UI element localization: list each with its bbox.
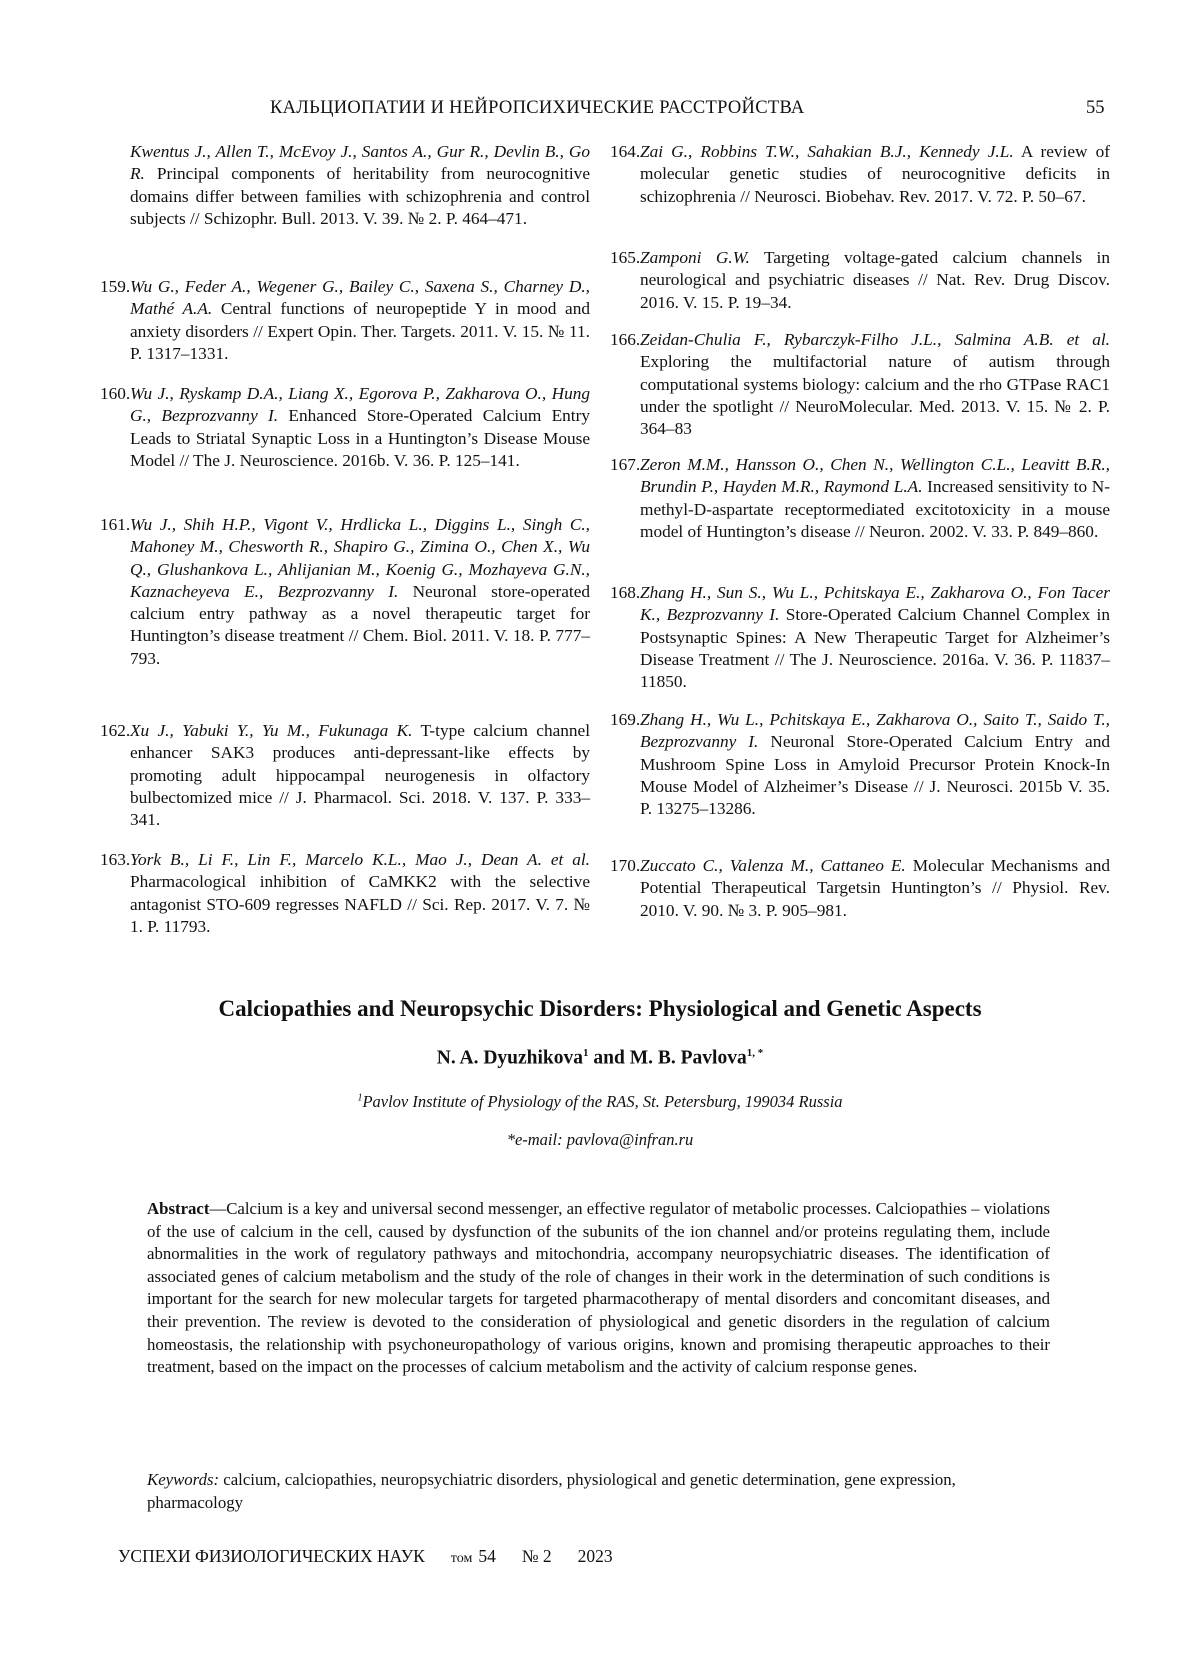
reference-text: Pharmacological inhibition of CaMKK2 with the selective antagonist STO-609 regresses NAFLD // Sci. Rep. 2017. V. 7. № 1. P. 11793. — [130, 872, 590, 936]
reference-body — [640, 582, 1110, 693]
reference-authors: Zamponi G.W. — [640, 248, 750, 267]
reference-number: 160. — [100, 383, 130, 405]
reference-authors: Wu J., Shih H.P., Vigont V., Hrdlicka L., Diggins L., Singh C., Mahoney M., Chesworth R., Shapiro G., Zimina O., Chen X., Wu Q., Glushankova L., Ahlijanian M., Koenig G., Mozhayeva G.N., Kaznacheyeva E., Bezprozvanny I. — [130, 515, 590, 601]
keywords — [147, 1469, 1050, 1514]
reference-entry — [640, 329, 1110, 440]
author-affiliation-mark: 1, * — [747, 1047, 764, 1059]
reference-authors: Zhang H., Sun S., Wu L., Pchitskaya E., Zakharova O., Fon Tacer K., Bezprozvanny I. — [640, 583, 1110, 624]
reference-text: Targeting voltage-gated calcium channels in neurological and psychiatric diseases // Nat. Rev. Drug Discov. 2016. V. 15. P. 19–34. — [640, 248, 1110, 312]
author-name: M. B. Pavlova — [630, 1048, 747, 1069]
reference-body — [130, 276, 590, 365]
reference-number: 164. — [610, 141, 640, 163]
reference-body — [130, 141, 590, 230]
abstract-text: —Calcium is a key and universal second messenger, an effective regulator of metabolic processes. Calciopathies – violations of the use of calcium in the cell, caused by dysfunction of the subunits of the ion channel and/or proteins regulating them, include abnormalities in the work of regulatory pathways and mitochondria, accompany neuropsychiatric diseases. The identification of associated genes of calcium metabolism and the study of the role of changes in their work in the determination of such conditions is important for the search for new molecular targets for targeted pharmacotherapy of mental disorders and concomitant diseases, and their prevention. The review is devoted to the consideration of physiological and genetic disorders in the regulation of calcium homeostasis, the relationship with psychoneuropathology of various origins, known and promising therapeutic approaches to their treatment, based on the impact on the processes of calcium metabolism and the activity of calcium response genes. — [147, 1199, 1050, 1376]
keywords-label: Keywords: — [147, 1470, 219, 1489]
page-number: 55 — [1086, 98, 1105, 119]
reference-text: Store-Operated Calcium Channel Complex in Postsynaptic Spines: A New Therapeutic Target for Alzheimer’s Disease Treatment // The J. Neuroscience. 2016a. V. 36. P. 11837–11850. — [640, 605, 1110, 691]
reference-number: 162. — [100, 720, 130, 742]
reference-authors: Zeidan-Chulia F., Rybarczyk-Filho J.L., Salmina A.B. et al. — [640, 330, 1110, 349]
volume-number: 54 — [478, 1546, 496, 1566]
reference-body — [130, 383, 590, 472]
reference-number: 166. — [610, 329, 640, 351]
running-title: КАЛЬЦИОПАТИИ И НЕЙРОПСИХИЧЕСКИЕ РАССТРОЙСТВА — [270, 98, 805, 119]
reference-entry — [130, 276, 590, 365]
reference-number: 167. — [610, 454, 640, 476]
author-name: N. A. Dyuzhikova — [437, 1048, 583, 1069]
reference-entry — [640, 454, 1110, 543]
reference-text: Enhanced Store-Operated Calcium Entry Leads to Striatal Synaptic Loss in a Huntington’s Disease Mouse Model // The J. Neuroscience. 2016b. V. 36. P. 125–141. — [130, 406, 590, 470]
author-conjunction: and — [589, 1048, 630, 1069]
reference-text: A review of molecular genetic studies of neurocognitive deficits in schizophrenia // Neurosci. Biobehav. Rev. 2017. V. 72. P. 50–67. — [640, 142, 1110, 206]
reference-number: 161. — [100, 514, 130, 536]
reference-body — [640, 329, 1110, 440]
reference-text: Increased sensitivity to N-methyl-D-aspartate receptormediated excitotoxicity in a mouse model of Huntington’s disease // Neuron. 2002. V. 33. P. 849–860. — [640, 477, 1110, 541]
reference-authors: Wu G., Feder A., Wegener G., Bailey C., Saxena S., Charney D., Mathé A.A. — [130, 277, 590, 318]
reference-number: 163. — [100, 849, 130, 871]
reference-body — [640, 454, 1110, 543]
reference-entry — [130, 141, 590, 230]
reference-number: 170. — [610, 855, 640, 877]
affiliation-mark: 1 — [357, 1093, 362, 1104]
reference-number: 168. — [610, 582, 640, 604]
reference-text: T-type calcium channel enhancer SAK3 produces anti-depressant-like effects by promoting adult hippocampal neurogenesis in olfactory bulbectomized mice // J. Pharmacol. Sci. 2018. V. 137. P. 333–341. — [130, 721, 590, 829]
abstract-label: Abstract — [147, 1199, 209, 1218]
journal-footer — [118, 1546, 639, 1567]
year: 2023 — [578, 1546, 613, 1566]
reference-body — [640, 141, 1110, 208]
reference-entry — [640, 141, 1110, 208]
reference-entry — [640, 582, 1110, 693]
volume-label: том — [451, 1551, 473, 1566]
reference-body — [130, 720, 590, 831]
keywords-text: calcium, calciopathies, neuropsychiatric disorders, physiological and genetic determination, gene expression, pharmacology — [147, 1470, 956, 1512]
reference-authors: Zhang H., Wu L., Pchitskaya E., Zakharova O., Saito T., Saido T., Bezprozvanny I. — [640, 710, 1110, 751]
reference-number: 165. — [610, 247, 640, 269]
reference-authors: Wu J., Ryskamp D.A., Liang X., Egorova P., Zakharova O., Hung G., Bezprozvanny I. — [130, 384, 590, 425]
reference-entry — [640, 709, 1110, 820]
reference-text: Neuronal Store-Operated Calcium Entry and Mushroom Spine Loss in Amyloid Precursor Protein Knock-In Mouse Model of Alzheimer’s Disease // J. Neurosci. 2015b V. 35. P. 13275–13286. — [640, 732, 1110, 818]
reference-body — [130, 514, 590, 670]
reference-number: 169. — [610, 709, 640, 731]
reference-authors: Zuccato C., Valenza M., Cattaneo E. — [640, 856, 906, 875]
reference-entry — [640, 247, 1110, 314]
reference-body — [640, 709, 1110, 820]
reference-body — [130, 849, 590, 938]
reference-entry — [130, 720, 590, 831]
reference-entry — [130, 849, 590, 938]
reference-text: Central functions of neuropeptide Y in mood and anxiety disorders // Expert Opin. Ther. Targets. 2011. V. 15. № 11. P. 1317–1331. — [130, 299, 590, 363]
journal-name: УСПЕХИ ФИЗИОЛОГИЧЕСКИХ НАУК — [118, 1546, 425, 1566]
reference-authors: Kwentus J., Allen T., McEvoy J., Santos A., Gur R., Devlin B., Go R. — [130, 142, 590, 183]
issue-number: № 2 — [522, 1546, 552, 1566]
reference-text: Molecular Mechanisms and Potential Therapeutical Targetsin Huntington’s // Physiol. Rev. 2010. V. 90. № 3. P. 905–981. — [640, 856, 1110, 920]
reference-body — [640, 247, 1110, 314]
article-authors — [0, 1047, 1200, 1070]
affiliation — [0, 1092, 1200, 1112]
reference-authors: Zeron M.M., Hansson O., Chen N., Wellington C.L., Leavitt B.R., Brundin P., Hayden M.R., Raymond L.A. — [640, 455, 1110, 496]
reference-authors: Zai G., Robbins T.W., Sahakian B.J., Kennedy J.L. — [640, 142, 1014, 161]
corresponding-email: *e-mail: pavlova@infran.ru — [0, 1130, 1200, 1150]
reference-entry — [130, 383, 590, 472]
author-affiliation-mark: 1 — [583, 1047, 589, 1059]
affiliation-text: Pavlov Institute of Physiology of the RAS, St. Petersburg, 199034 Russia — [362, 1092, 842, 1111]
reference-text: Principal components of heritability from neurocognitive domains differ between families with schizophrenia and control subjects // Schizophr. Bull. 2013. V. 39. № 2. P. 464–471. — [130, 164, 590, 228]
reference-authors: York B., Li F., Lin F., Marcelo K.L., Mao J., Dean A. et al. — [130, 850, 590, 869]
article-title: Calciopathies and Neuropsychic Disorders: Physiological and Genetic Aspects — [0, 996, 1200, 1022]
reference-body — [640, 855, 1110, 922]
reference-authors: Xu J., Yabuki Y., Yu M., Fukunaga K. — [130, 721, 412, 740]
reference-number: 159. — [100, 276, 130, 298]
reference-entry — [130, 514, 590, 670]
reference-text: Exploring the multifactorial nature of autism through computational systems biology: calcium and the rho GTPase RAC1 under the spotlight // NeuroMolecular. Med. 2013. V. 15. № 2. P. 364–83 — [640, 352, 1110, 438]
abstract — [147, 1198, 1050, 1379]
reference-text: Neuronal store-operated calcium entry pathway as a novel therapeutic target for Huntington’s disease treatment // Chem. Biol. 2011. V. 18. P. 777–793. — [130, 582, 590, 668]
reference-entry — [640, 855, 1110, 922]
